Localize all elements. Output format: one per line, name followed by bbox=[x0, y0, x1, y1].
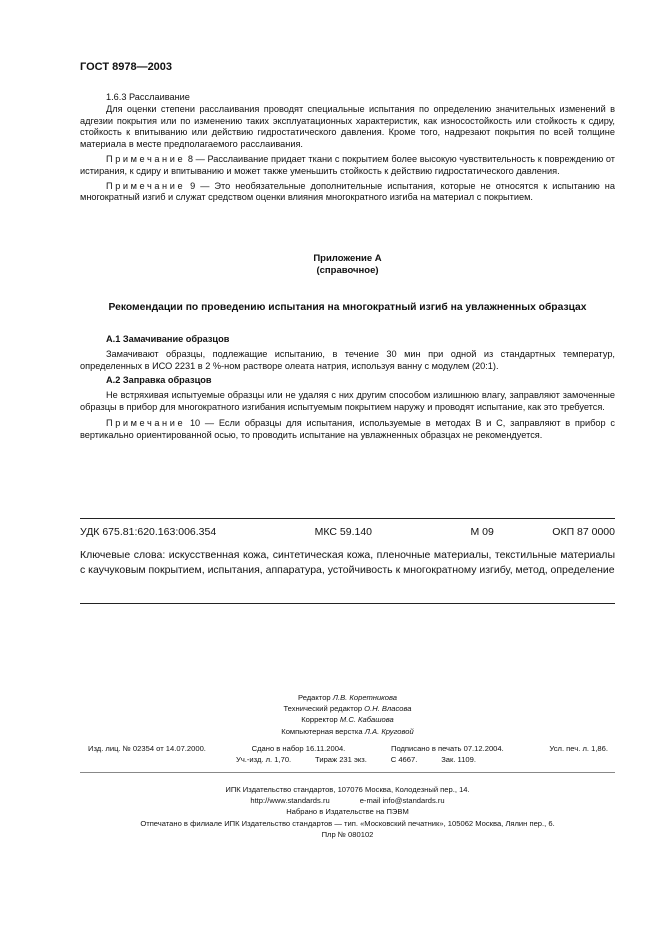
note-10 bbox=[80, 418, 615, 442]
section-heading: 1.6.3 Расслаивание bbox=[106, 92, 190, 102]
credit-layout: Компьютерная верстка Л.А. Круговой bbox=[281, 726, 414, 736]
note-label: Примечание bbox=[106, 417, 186, 428]
credit-tech-editor: Технический редактор О.Н. Власова bbox=[283, 704, 412, 714]
publisher-address: ИПК Издательство стандартов, 107076 Москва, Колодезный пер., 14. bbox=[225, 785, 470, 794]
plr-number: Плр № 080102 bbox=[321, 829, 374, 839]
a1-body: Замачивают образцы, подлежащие испытанию, в течение 30 мин при одной из стандартных температур, определенных в ИСО 2231 в 2 %-ном растворе олеата натрия, используя ванну с модулем (20:1). bbox=[80, 348, 615, 371]
udk-code: УДК 675.81:620.163:006.354 bbox=[80, 526, 217, 538]
appendix-title: Рекомендации по проведению испытания на многократный изгиб на увлажненных образцах bbox=[108, 302, 587, 313]
appendix-body bbox=[80, 334, 615, 441]
imprint-line-2: Уч.-изд. л. 1,70. Тираж 231 экз. С 4667. Зак. 1109. bbox=[236, 755, 476, 764]
publisher-email[interactable]: e-mail info@standards.ru bbox=[359, 796, 445, 806]
typeset-info: Набрано в Издательстве на ПЭВМ bbox=[286, 807, 409, 817]
section-1-6-3 bbox=[80, 92, 615, 204]
note-9 bbox=[80, 181, 615, 205]
credits bbox=[80, 692, 615, 737]
appendix-label: Приложение А bbox=[313, 253, 382, 264]
appendix-type: (справочное) bbox=[316, 265, 379, 276]
publisher-info bbox=[80, 784, 615, 840]
keywords: Ключевые слова: искусственная кожа, синтетическая кожа, пленочные материалы, текстильные материалы с каучуковым покрытием, испытания, аппаратура, устойчивость к многократному изгибу, метод, определение bbox=[80, 549, 615, 576]
document-code: ГОСТ 8978—2003 bbox=[80, 61, 173, 73]
appendix-heading bbox=[80, 253, 615, 277]
note-text: 8 — Расслаивание придает ткани с покрытием более высокую чувствительность к повреждению от истирания, к сдиру и впитыванию и может также уменьшить стойкость к действию гидростатического давления. bbox=[80, 153, 615, 176]
imprint-line-1: Изд. лиц. № 02354 от 14.07.2000. Сдано в набор 16.11.2004. Подписано в печать 07.12.2004. Усл. печ. л. 1,86. bbox=[88, 744, 608, 753]
credit-corrector: Корректор М.С. Кабашова bbox=[301, 715, 394, 725]
publisher-url[interactable]: http://www.standards.ru bbox=[250, 796, 330, 806]
a1-heading: А.1 Замачивание образцов bbox=[106, 334, 230, 344]
note-label: Примечание bbox=[106, 180, 186, 191]
a2-body: Не встряхивая испытуемые образцы или не удаляя с них другим способом излишнюю влагу, заправляют замоченные образцы в прибор для многократного изгибания испытуемым покрытием наружу и проводят испытание, как это требуется. bbox=[80, 390, 615, 412]
mks-code: МКС 59.140 bbox=[314, 526, 373, 538]
divider bbox=[80, 603, 615, 604]
m-code: М 09 bbox=[470, 526, 494, 538]
okp-code: ОКП 87 0000 bbox=[552, 526, 615, 538]
divider bbox=[80, 518, 615, 519]
divider bbox=[80, 772, 615, 773]
classification-row bbox=[80, 526, 615, 538]
note-text: 9 — Это необязательные дополнительные испытания, которые не относятся к испытанию на многократный изгиб и служат средством оценки влияния многократного изгиба на материал с покрытием. bbox=[80, 180, 615, 203]
note-8 bbox=[80, 154, 615, 178]
note-label: Примечание bbox=[106, 153, 186, 164]
note-text: 10 — Если образцы для испытания, используемые в методах В и С, заправляют в прибор с вертикально ориентированной осью, то проводить испытание на увлажненных образцах не рекомендуется. bbox=[80, 417, 615, 440]
section-body: Для оценки степени расслаивания проводят специальные испытания по определению значительных изменений в адгезии покрытия или по изменению таких эксплуатационных характеристик, как износостойкость или стойкость к сдиру, стойкость к впитыванию или действию гидростатического давления. Кроме того, надрезают покрытия по всей толщине материала в месте предполагаемого расслаивания. bbox=[80, 103, 615, 150]
printed-info: Отпечатано в филиале ИПК Издательство стандартов — тип. «Московский печатник», 105062 Москва, Лялин пер., 6. bbox=[140, 818, 555, 828]
a2-heading: А.2 Заправка образцов bbox=[106, 375, 212, 386]
credit-editor: Редактор Л.В. Коретникова bbox=[297, 693, 398, 702]
